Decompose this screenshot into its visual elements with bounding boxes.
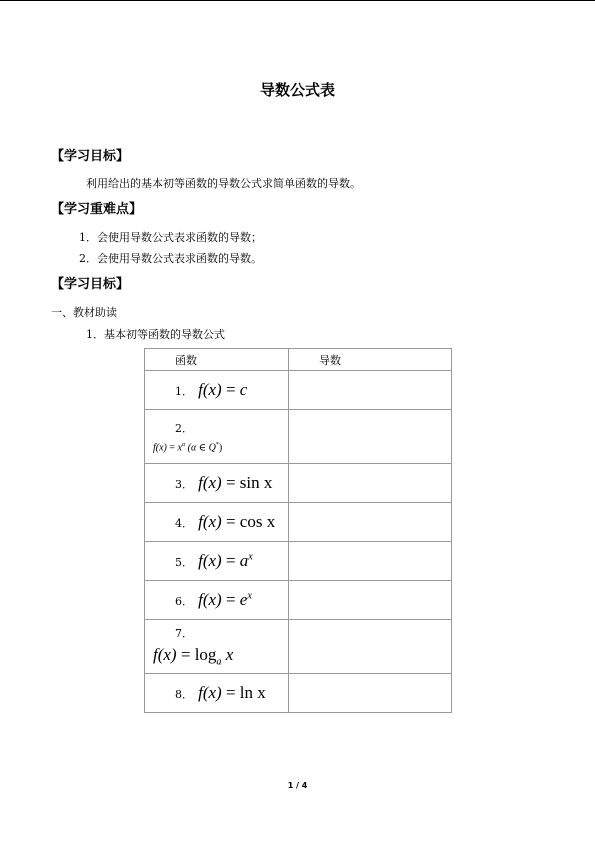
derivative-table [144, 348, 452, 713]
derivative-cell[interactable] [289, 542, 452, 581]
table-row [145, 410, 452, 464]
page-title: 导数公式表 [259, 81, 335, 99]
page-number: 1 / 4 [287, 781, 308, 790]
section-heading-goal: 【学习目标】 [51, 149, 130, 164]
row-number: 1． [175, 385, 193, 398]
derivative-cell[interactable] [289, 620, 452, 674]
derivative-cell[interactable] [289, 371, 452, 410]
function-cell [145, 371, 289, 410]
top-rule [0, 0, 595, 1]
table-row [145, 581, 452, 620]
key-item-2: 2．会使用导数公式表求函数的导数。 [79, 252, 262, 265]
header-derivative: 导数 [289, 349, 452, 371]
table-row [145, 371, 452, 410]
row-number: 7． [175, 627, 193, 641]
row-number: 4． [175, 517, 193, 530]
row-number: 8． [175, 688, 193, 701]
table-row [145, 620, 452, 674]
row-number: 3． [175, 478, 193, 491]
row-number: 2． [175, 421, 193, 435]
section-heading-goal-2: 【学习目标】 [51, 277, 130, 292]
table-row [145, 503, 452, 542]
formula: f(x) = sin x [198, 473, 273, 492]
formula: $f(x) = \log_a x$ [153, 645, 234, 668]
function-cell [145, 464, 289, 503]
formula: f(x) = c [198, 380, 248, 399]
derivative-cell[interactable] [289, 503, 452, 542]
formula: $f(x) = x^\alpha$ (α ∈ Q*) [153, 441, 223, 454]
formula: $f(x) = a^x$ [198, 551, 253, 570]
header-function: 函数 [145, 349, 289, 371]
row-number: 5． [175, 556, 193, 569]
function-cell [145, 503, 289, 542]
derivative-cell[interactable] [289, 581, 452, 620]
section-heading-key: 【学习重难点】 [51, 202, 143, 217]
formula: $f(x) = e^x$ [198, 590, 252, 609]
table-row [145, 674, 452, 713]
formula: f(x) = ln x [198, 683, 266, 702]
function-cell [145, 542, 289, 581]
part-heading: 一、教材助读 [51, 306, 117, 319]
row-number: 6． [175, 595, 193, 608]
derivative-cell[interactable] [289, 674, 452, 713]
key-item-1: 1．会使用导数公式表求函数的导数； [79, 231, 262, 244]
formula: f(x) = cos x [198, 512, 276, 531]
table-row [145, 542, 452, 581]
derivative-cell[interactable] [289, 464, 452, 503]
function-cell [145, 410, 289, 464]
table-header-row [145, 349, 452, 371]
function-cell [145, 620, 289, 674]
function-cell [145, 674, 289, 713]
goal-text: 利用给出的基本初等函数的导数公式求简单函数的导数。 [86, 177, 361, 190]
function-cell [145, 581, 289, 620]
part-subheading: 1．基本初等函数的导数公式 [86, 328, 225, 341]
derivative-cell[interactable] [289, 410, 452, 464]
table-row [145, 464, 452, 503]
